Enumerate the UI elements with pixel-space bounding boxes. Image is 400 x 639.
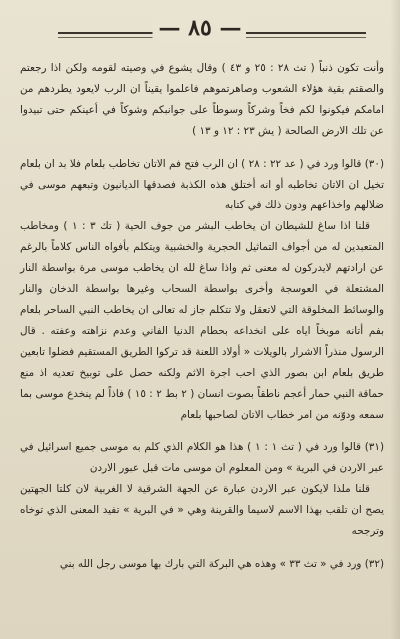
page-number: — ٨٥ — xyxy=(153,14,248,42)
paragraph-5: قلنا ملذا لايكون عبر الاردن عبارة عن الجهة الشرقية لا الغربية لان كلتا الجهتين يصح ان تلقب بهذا الاسم لاسيما والقرينة وهي « في البرية » تفيد المعنى الذي توخاه وترجحه xyxy=(20,483,384,538)
paragraph-1: وأنت تكون ذنباً ( تث ٢٨ : ٢٥ و ٤٣ ) وقال يشوع في وصيته لقومه ولكن اذا رجعتم والصقتم بقية هؤلاء الشعوب وصاهرتموهم فاعلموا يقيناً ان الرب لايعود يطردهم من امامكم فيكونوا لكم فخاً وشركاً وسوطاً على جوانبكم وشوكاً في أعينكم حتى تبيدوا عن تلك الارض الصالحة ( يش ٢٣ : ١٢ و ١٣ ) xyxy=(20,62,384,137)
paragraph-4: (٣١) قالوا ورد في ( تث ١ : ١ ) هذا هو الكلام الذي كلم به موسى جميع اسرائيل في عبر الاردن في البرية » ومن المعلوم ان موسى مات قبل عبور الاردن xyxy=(20,441,384,475)
header-rule-right xyxy=(246,32,366,34)
page-edge-shadow xyxy=(390,0,400,639)
paragraph-2: (٣٠) قالوا ورد في ( عد ٢٢ : ٢٨ ) ان الرب فتح فم الاتان تخاطب بلعام فلا بد ان بلعام تخيل ان الاتان تخاطبه أو انه أختلق هذه الكذبة فصدقها الديانيون وتبعهم موسى في ضلالهم واخذاعهم ودون ذلك في كتابه xyxy=(20,157,384,212)
page-header xyxy=(0,14,400,44)
body-text xyxy=(20,58,384,575)
paragraph-3: قلنا اذا ساغ للشيطان ان يخاطب البشر من جوف الحية ( تك ٣ : ١ ) ومخاطب المتعبدين له من أجواف التماثيل الحجرية والخشبية ويتكلم بأفواه الناس كلاماً بالرغم عن ارادتهم لايدركون له معنى ثم واذا ساغ لله ان يخاطب موسى مرة بواسطة النار المشتعلة في العوسجة وأخرى بواسطة السحاب وغيرها بواسطة الدخان والنار والوسائط المخلوقة التي لاتعقل ولا تتكلم جاز له تعالى ان يخاطب النبي الساحر بلعام بفم أتانه موبخاً اياه على انخداعه بحطام الدنيا الفاني وعدم نزاهته وعفته . قال الرسول منذراً الاشرار بالويلات « أولاد اللعنة قد تركوا الطريق المستقيم فضلوا تابعين طريق بلعام ابن بصور الذي احب اجرة الاثم ولكنه حصل على توبيخ تعديه اذ منع حماقة النبي حمار أعجم ناطقاً بصوت انسان ( ٢ بط ٢ : ١٥ ) فاذاً لم ينخدع موسى بما سمعه ودوّنه من امر خطاب الاتان لصاحبها بلعام xyxy=(20,220,384,421)
paragraph-6: (٣٢) ورد في « تث ٣٣ » وهذه هي البركة التي بارك بها موسى رجل الله بني xyxy=(59,557,384,570)
